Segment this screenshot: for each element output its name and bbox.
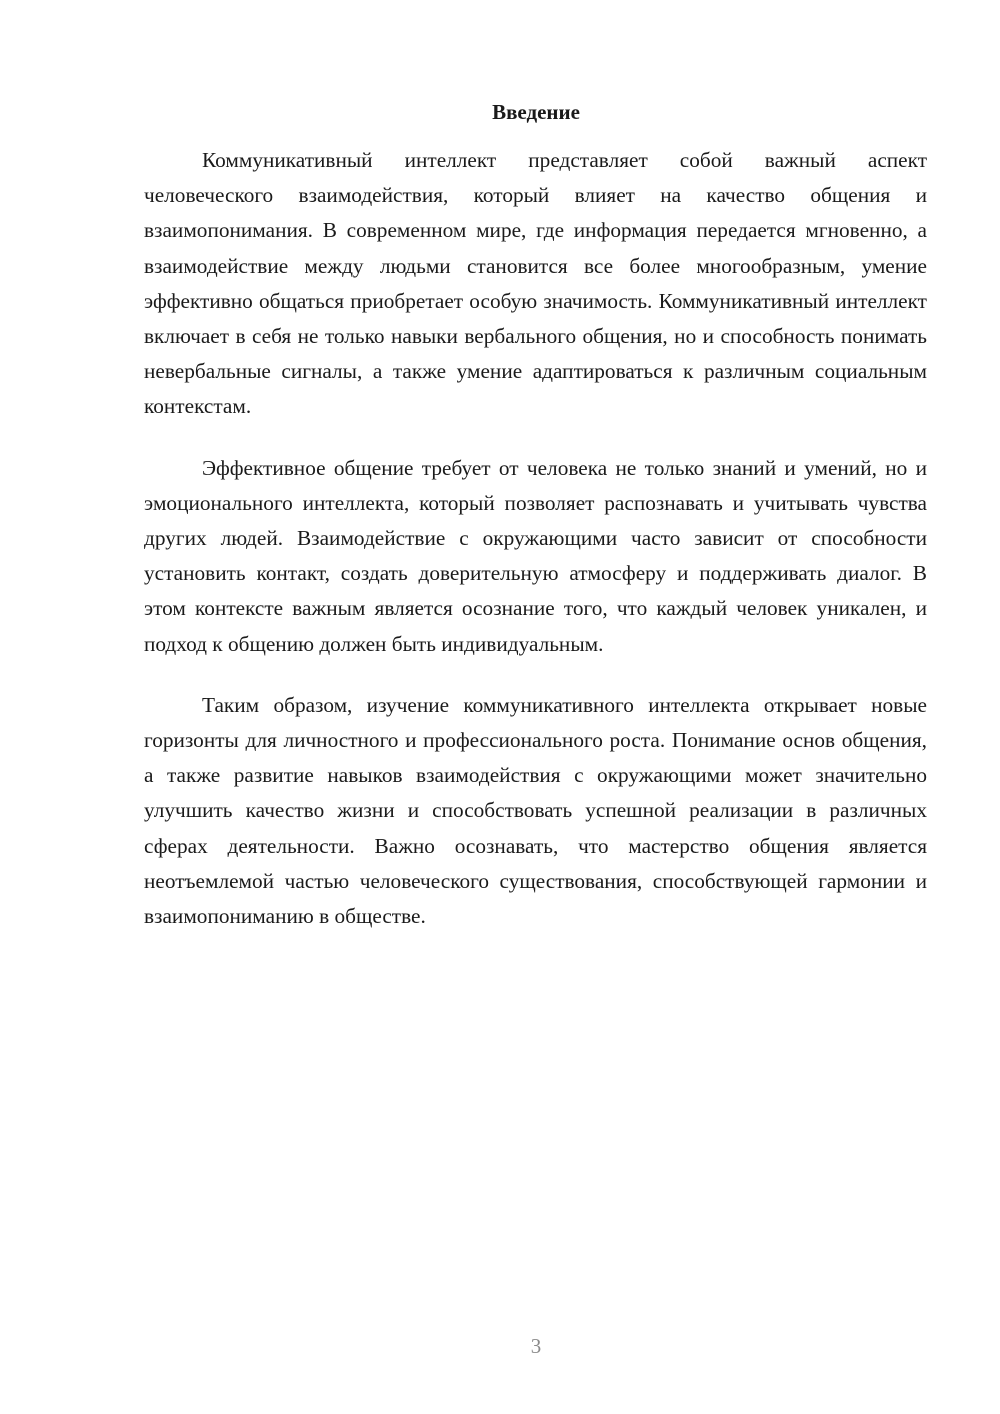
body-text <box>144 143 927 960</box>
paragraph-3: Таким образом, изучение коммуникативного интеллекта открывает новые горизонты для личностного и профессионального роста. Понимание основ общения, а также развитие навыков взаимодействия с окружающими может значительно улучшить качество жизни и способствовать успешной реализации в различных сферах деятельности. Важно осознавать, что мастерство общения является неотъемлемой частью человеческого существования, способствующей гармонии и взаимопониманию в обществе. <box>144 692 927 929</box>
paragraph-2: Эффективное общение требует от человека не только знаний и умений, но и эмоционального интеллекта, который позволяет распознавать и учитывать чувства других людей. Взаимодействие с окружающими часто зависит от способности установить контакт, создать доверительную атмосферу и поддерживать диалог. В этом контексте важным является осознание того, что каждый человек уникален, и подход к общению должен быть индивидуальным. <box>144 455 927 656</box>
paragraph-1: Коммуникативный интеллект представляет собой важный аспект человеческого взаимодействия, который влияет на качество общения и взаимопонимания. В современном мире, где информация передается мгновенно, а взаимодействие между людьми становится все более многообразным, умение эффективно общаться приобретает особую значимость. Коммуникативный интеллект включает в себя не только навыки вербального общения, но и способность понимать невербальные сигналы, а также умение адаптироваться к различным социальным контекстам. <box>144 148 927 419</box>
section-title: Введение <box>492 100 580 124</box>
page-number: 3 <box>530 1334 542 1358</box>
